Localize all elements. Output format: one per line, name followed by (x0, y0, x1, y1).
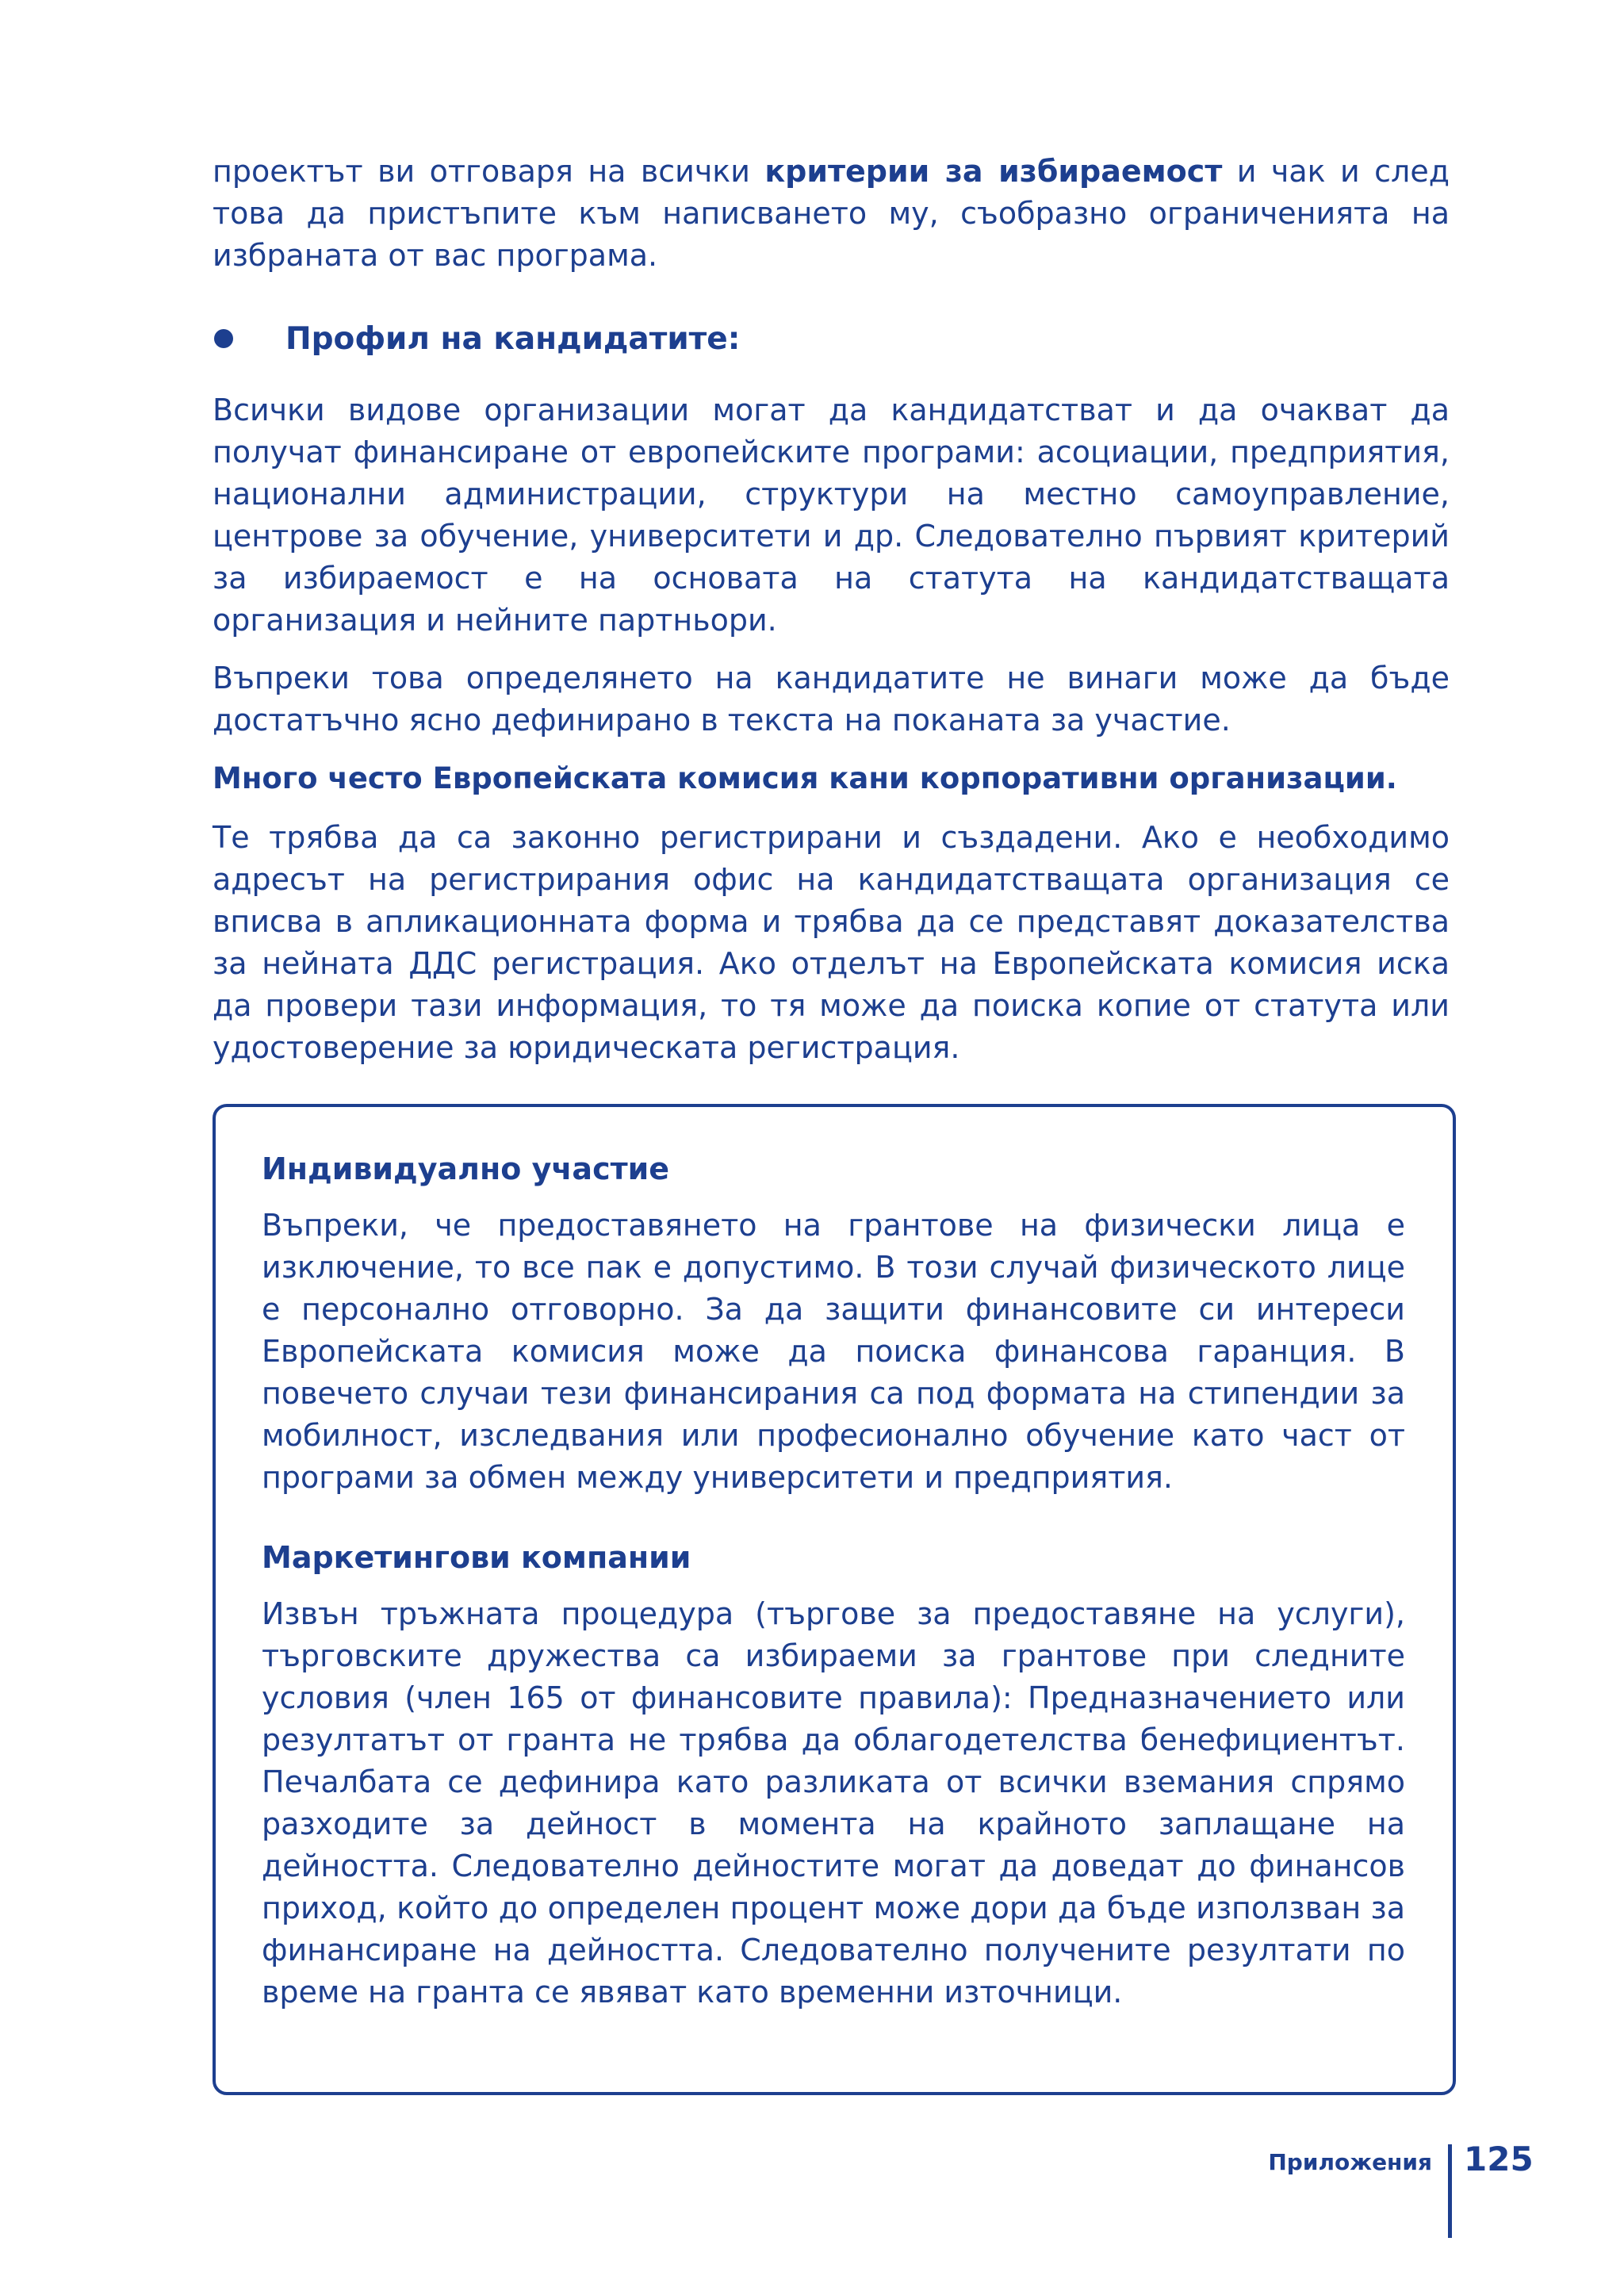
footer-divider (1448, 2144, 1452, 2238)
marketing-companies-text: Извън тръжната процедура (търгове за предоставяне на услуги), търговските дружества са избираеми за грантове при следните условия (член 165 от финансовите правила): Предназначението или резултатът от гранта не трябва да облагодетелства бенефициентът. Печалбата се дефинира като разликата от всички вземания спрямо разходите за дейност в момента на крайното заплащане на дейността. Следователно дейностите могат да доведат до финансов приход, който до определен процент може дори да бъде използван за финансиране на дейността. Следователно получените резултати по време на гранта се явяват като временни източници. (262, 1596, 1405, 2010)
page-footer (0, 2094, 1624, 2236)
page-content (213, 151, 1450, 1085)
page-number: 125 (1464, 2140, 1534, 2178)
paragraph-organisation-types: Всички видове организации могат да кандидатстват и да очакват да получат финансиране от европейските програми: асоциации, предприятия, национални администрации, структури на местно самоуправление, центрове за обучение, университети и др. Следователно първият критерий за избираемост е на основата на статута на кандидатстващата организация и нейните партньори. (213, 393, 1450, 638)
intro-paragraph (213, 151, 1450, 277)
info-box-content (262, 1148, 1405, 2013)
bold-statement: Много често Европейската комисия кани корпоративни организации. (213, 761, 1397, 795)
footer-section-label: Приложения (1268, 2149, 1432, 2175)
individual-participation-text: Въпреки, че предоставянето на грантове на физически лица е изключение, то все пак е допустимо. В този случай физическото лице е персонално отговорно. За да защити финансовите си интереси Европейската комисия може да поиска финансова гаранция. В повечето случаи тези финансирания са под формата на стипендии за мобилност, изследвания или професионално обучение като част от програми за обмен между университети и предприятия. (262, 1208, 1405, 1495)
intro-text-before: проектът ви отговаря на всички (213, 154, 765, 189)
individual-participation-title: Индивидуално участие (262, 1151, 670, 1186)
intro-bold-phrase: критерии за избираемост (764, 154, 1223, 189)
paragraph-registration: Те трябва да са законно регистрирани и създадени. Ако е необходимо адресът на регистрирания офис на кандидатстващата организация се вписва в апликационната форма и трябва да се представят доказателства за нейната ДДС регистрация. Ако отделът на Европейската комисия иска да провери тази информация, то тя може да поиска копие от статута или удостоверение за юридическата регистрация. (213, 820, 1450, 1065)
intro-text-after: и чак и след това да пристъпите към написването му, съобразно ограниченията на избраната от вас програма. (213, 154, 1450, 273)
marketing-companies-title: Маркетингови компании (262, 1540, 691, 1575)
bullet-heading-row (213, 315, 1450, 362)
bullet-heading: Профил на кандидатите: (285, 320, 741, 357)
info-box (213, 1104, 1456, 2095)
paragraph-applicant-definition: Въпреки това определянето на кандидатите не винаги може да бъде достатъчно ясно дефинирано в текста на поканата за участие. (213, 661, 1450, 738)
bullet-dot-icon (214, 329, 233, 348)
